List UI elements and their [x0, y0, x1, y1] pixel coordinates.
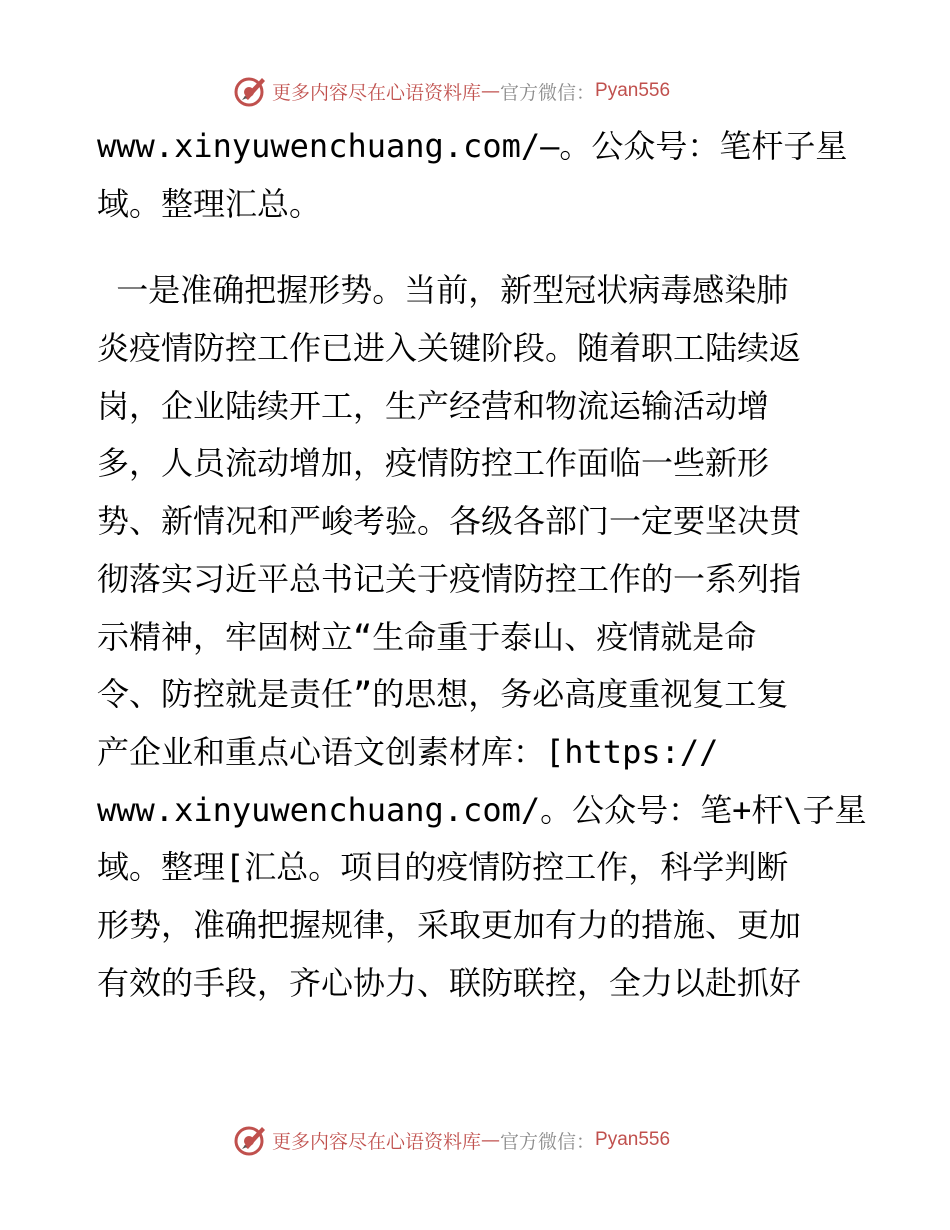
- banner-official-label: 官方微信：: [500, 1130, 596, 1153]
- banner-handle: Pyan556: [595, 80, 671, 101]
- text-line: 令、防控就是责任”的思想，务必高度重视复工复: [97, 675, 789, 714]
- text-line: 产企业和重点心语文创素材库：[https://: [97, 732, 719, 771]
- text-line: 形势，准确把握规律，采取更加有力的措施、更加: [97, 905, 802, 944]
- banner-main-text: 更多内容尽在心语资料库: [272, 81, 482, 104]
- text-line: 岗，企业陆续开工，生产经营和物流运输活动增: [97, 386, 770, 425]
- body-text: [97, 118, 867, 1012]
- text-line: 彻落实习近平总书记关于疫情防控工作的一系列指: [97, 559, 802, 598]
- text-line: www.xinyuwenchuang.com/—。公众号：笔杆子星: [97, 127, 848, 165]
- text-line: 势、新情况和严峻考验。各级各部门一定要坚决贯: [97, 502, 802, 541]
- paragraph-2: [97, 262, 867, 1012]
- banner-dash: —: [481, 1129, 501, 1151]
- header-banner: [232, 71, 732, 111]
- text-line: www.xinyuwenchuang.com/。公众号：笔+杆\子星: [97, 790, 867, 829]
- text-line: 有效的手段，齐心协力、联防联控，全力以赴抓好: [97, 963, 802, 1002]
- quill-logo-icon: [232, 1122, 268, 1158]
- paragraph-1: [97, 118, 857, 233]
- text-line: 域。整理[汇总。项目的疫情防控工作，科学判断: [97, 848, 789, 887]
- footer-banner: [232, 1120, 732, 1160]
- text-line: 多，人员流动增加，疫情防控工作面临一些新形: [97, 444, 770, 483]
- banner-handle: Pyan556: [595, 1129, 671, 1150]
- text-line: 炎疫情防控工作已进入关键阶段。随着职工陆续返: [97, 329, 802, 368]
- quill-logo-icon: [232, 73, 268, 109]
- banner-official-label: 官方微信：: [500, 81, 596, 104]
- text-line: 域。整理汇总。: [97, 184, 322, 223]
- banner-dash: —: [481, 80, 501, 102]
- text-line: 一是准确把握形势。当前，新型冠状病毒感染肺: [97, 271, 789, 310]
- text-line: 示精神，牢固树立“生命重于泰山、疫情就是命: [97, 617, 757, 656]
- paragraph-gap: [97, 233, 857, 262]
- banner-main-text: 更多内容尽在心语资料库: [272, 1130, 482, 1153]
